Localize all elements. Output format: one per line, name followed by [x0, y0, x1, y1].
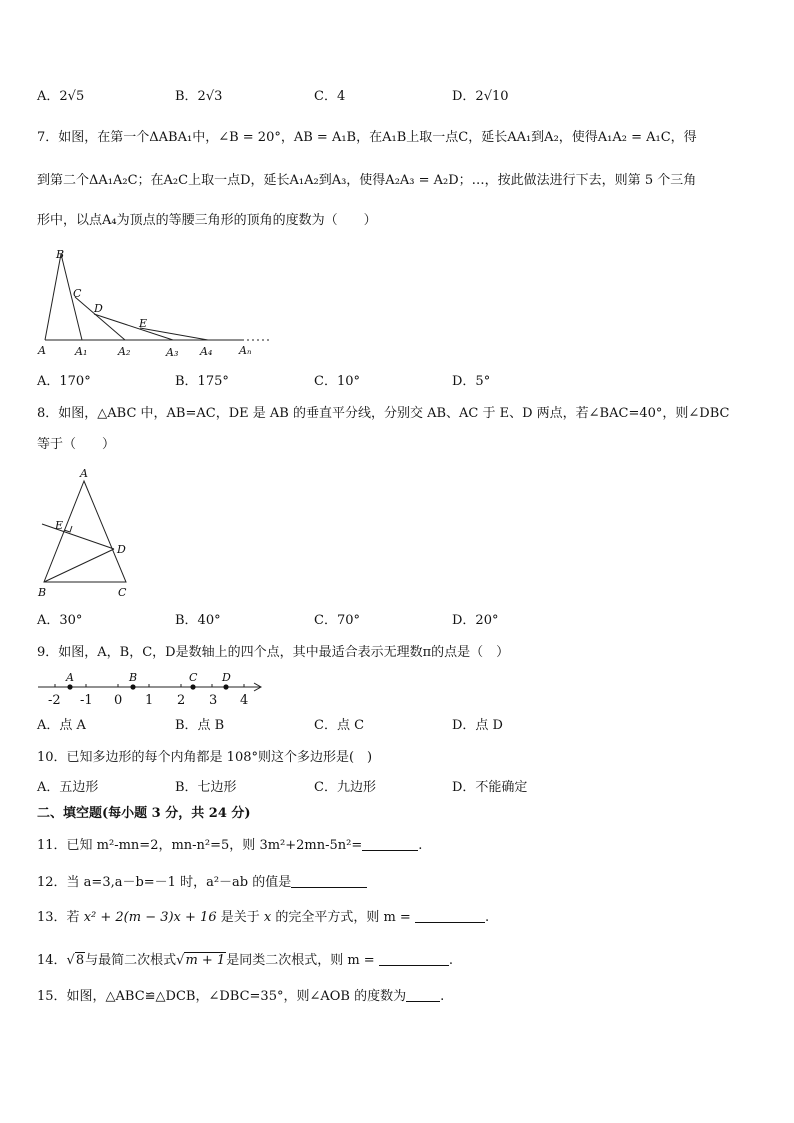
q7-option-d: D．5° [452, 374, 491, 389]
q15-text: 15．如图，△ABC≌△DCB，∠DBC=35°，则∠AOB 的度数为 [37, 989, 407, 1004]
q14-answer-blank[interactable] [379, 951, 449, 966]
q8-label-c: C [118, 586, 127, 599]
q9-tick-label: -1 [80, 693, 93, 708]
q6-option-c: C．4 [314, 89, 346, 104]
q7-stem-line3: 形中，以点A₄为顶点的等腰三角形的顶角的度数为（ ） [37, 213, 377, 228]
q8-segment-bd [44, 549, 114, 582]
q11-text: 11．已知 m²-mn=2，mn-n²=5，则 3m²+2mn-5n²= [37, 838, 363, 853]
q8-figure [30, 462, 140, 602]
q14 [37, 951, 453, 971]
q9-label-d: D [222, 671, 231, 684]
q15-answer-blank[interactable] [406, 987, 440, 1002]
q8-option-c: C．70° [314, 613, 360, 628]
q7-label-a2: A₂ [118, 345, 131, 358]
sqrt-icon: √ [176, 953, 185, 968]
q8-option-a: A．30° [37, 613, 83, 628]
q12-text: 12．当 a=3,a－b=－1 时，a²－ab 的值是 [37, 875, 292, 890]
q9-point-d [223, 684, 228, 689]
q7-segment-da3 [94, 314, 173, 340]
q15 [37, 987, 444, 1007]
q6-option-b: B．2√3 [175, 89, 223, 104]
q15-end: . [440, 989, 445, 1004]
q13-end: . [484, 910, 490, 925]
q9-label-c: C [189, 671, 198, 684]
q11-answer-blank[interactable] [362, 836, 418, 851]
q7-segment-ab [45, 254, 61, 340]
q8-option-d: D．20° [452, 613, 499, 628]
q9-point-b [130, 684, 135, 689]
q11 [37, 836, 422, 856]
q10-option-b: B．七边形 [175, 780, 237, 795]
q9-point-a [67, 684, 72, 689]
q6-option-d: D．2√10 [452, 89, 509, 104]
q8-stem-line2: 等于（ ） [37, 437, 116, 452]
q9-tick-label: 3 [209, 693, 218, 708]
q14-prefix: 14． [37, 953, 67, 968]
q10-stem: 10．已知多边形的每个内角都是 108°则这个多边形是( ) [37, 750, 373, 765]
q6-option-a: A．2√5 [37, 89, 85, 104]
q13 [37, 908, 489, 928]
q10-option-d: D．不能确定 [452, 780, 528, 795]
q7-label-a4: A₄ [200, 345, 213, 358]
q7-label-an: Aₙ [239, 344, 252, 357]
q9-tick-label: 2 [177, 693, 186, 708]
q7-stem-line2: 到第二个ΔA₁A₂C；在A₂C上取一点D，延长A₁A₂到A₃，使得A₂A₃ = A₂D；…，按此做法进行下去，则第 5 个三角 [37, 173, 697, 188]
section-title: 二、填空题(每小题 3 分，共 24 分) [37, 806, 251, 821]
q13-answer-blank[interactable] [415, 908, 485, 923]
q8-label-e: E [55, 519, 64, 532]
q8-label-d: D [117, 543, 126, 556]
q12-answer-blank[interactable] [291, 873, 367, 888]
q9-tick-label: -2 [48, 693, 61, 708]
q9-option-c: C．点 C [314, 718, 365, 733]
q7-label-d: D [94, 302, 103, 315]
q7-label-b: B [56, 248, 65, 261]
q7-label-e: E [139, 317, 148, 330]
q14-end: . [448, 953, 453, 968]
q13-var: x [263, 910, 272, 925]
q14-radicand-1: 8 [75, 953, 85, 968]
q7-option-c: C．10° [314, 374, 360, 389]
q9-number-line [30, 668, 270, 708]
q7-figure [30, 244, 280, 362]
q7-segment-ea4 [140, 328, 208, 340]
q9-tick-label: 1 [145, 693, 154, 708]
q13-suffix: 的完全平方式，则 m = [271, 910, 415, 925]
q13-expression: x² + 2(m − 3)x + 16 [83, 910, 217, 925]
q7-label-a1: A₁ [75, 345, 88, 358]
q13-mid: 是关于 [216, 910, 264, 925]
q7-label-a3: A₃ [166, 346, 179, 359]
sqrt-icon: √ [66, 953, 75, 968]
q9-tick-label: 0 [114, 693, 123, 708]
q10-option-a: A．五边形 [37, 780, 99, 795]
q9-option-b: B．点 B [175, 718, 225, 733]
q8-label-a: A [80, 467, 88, 480]
q7-label-c: C [73, 287, 82, 300]
q9-tick-label: 4 [240, 693, 249, 708]
q7-option-b: B．175° [175, 374, 229, 389]
q9-option-d: D．点 D [452, 718, 503, 733]
q7-option-a: A．170° [37, 374, 91, 389]
q10-option-c: C．九边形 [314, 780, 376, 795]
q8-label-b: B [38, 586, 47, 599]
q11-end: . [418, 838, 423, 853]
q14-suffix: 是同类二次根式，则 m = [226, 953, 379, 968]
q7-stem-line1: 7．如图，在第一个ΔABA₁中，∠B = 20°，AB = A₁B，在A₁B上取一点C，延长AA₁到A₂，使得A₁A₂ = A₁C，得 [37, 130, 697, 145]
q9-point-c [190, 684, 195, 689]
q12 [37, 873, 367, 893]
q13-prefix: 13．若 [37, 910, 84, 925]
q8-stem-line1: 8．如图，△ABC 中，AB=AC，DE 是 AB 的垂直平分线，分别交 AB、AC 于 E、D 两点，若∠BAC=40°，则∠DBC [37, 406, 730, 421]
q14-radicand-2: m + 1 [185, 953, 226, 968]
q14-mid: 与最简二次根式 [85, 953, 177, 968]
q9-stem-line1: 9．如图，A，B，C，D是数轴上的四个点，其中最适合表示无理数π的点是（ ） [37, 645, 510, 660]
q9-label-b: B [129, 671, 138, 684]
q7-label-a: A [38, 344, 46, 357]
q8-option-b: B．40° [175, 613, 221, 628]
q9-label-a: A [66, 671, 74, 684]
q9-option-a: A．点 A [37, 718, 86, 733]
